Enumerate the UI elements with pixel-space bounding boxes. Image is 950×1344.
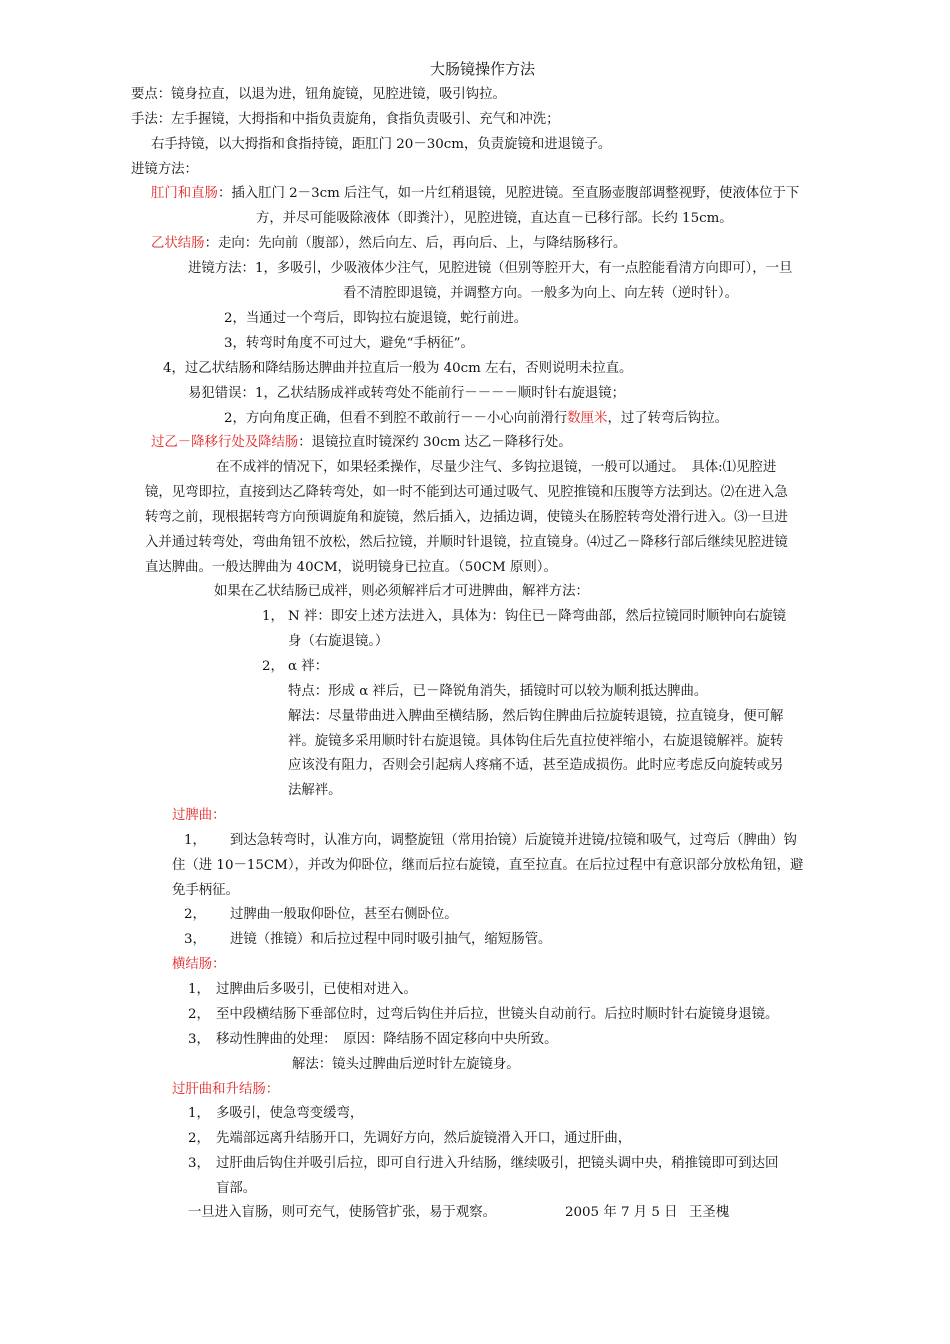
sigmoid-errors-2	[224, 410, 728, 428]
hepatic-item-3: 过肝曲后钩住并吸引后拉，即可自行进入升结肠，继续吸引，把镜头调中央，稍推镜即可到达回	[216, 1156, 779, 1171]
transverse-item-3-number: 3，	[188, 1032, 210, 1047]
splenic-item-1-number: 1，	[184, 833, 206, 848]
splenic-item-1: 到达急转弯时，认准方向，调整旋钮（常用抬镜）后旋镜并进镜/拉镜和吸气，过弯后（脾曲）钩	[230, 833, 797, 848]
sigmoid-label: 乙状结肠	[151, 236, 205, 251]
descending-para-4: 入并通过转弯处，弯曲角钮不放松，然后拉镜，并顺时针退镜，拉直镜身。⑷过乙－降移行部后继续见腔进镜	[145, 535, 788, 550]
alpha-loop-number: 2，	[262, 659, 284, 674]
errors-2-highlight: 数厘米	[567, 411, 608, 426]
n-loop-number: 1，	[262, 609, 284, 624]
n-loop-text: N 袢：即安上述方法进入，具体为：钩住已－降弯曲部，然后拉镜同时顺钟向右旋镜	[288, 609, 787, 624]
splenic-item-2: 过脾曲一般取仰卧位，甚至右侧卧位。	[230, 907, 458, 922]
footer-date: 2005 年 7 月 5 日	[565, 1205, 678, 1220]
technique-left-hand: 手法：左手握镜，大拇指和中指负责旋角，食指负责吸引、充气和冲洗；	[131, 112, 560, 127]
errors-2-text: 2，方向角度正确，但看不到腔不敢前行－－小心向前滑行	[224, 411, 568, 426]
hepatic-item-2-number: 2，	[188, 1131, 210, 1146]
splenic-heading: 过脾曲：	[172, 808, 226, 823]
hepatic-item-3-cont: 盲部。	[216, 1181, 257, 1196]
alpha-loop-solution-2: 袢。旋镜多采用顺时针右旋退镜。具体钩住后先直拉使袢缩小，右旋退镜解袢。旋转	[288, 734, 784, 749]
hepatic-item-2: 先端部远离升结肠开口，先调好方向，然后旋镜滑入开口，通过肝曲，	[216, 1131, 632, 1146]
transverse-item-1-number: 1，	[188, 982, 210, 997]
sigmoid-errors-1: 易犯错误：1，乙状结肠成袢或转弯处不能前行－－－－顺时针右旋退镜；	[188, 386, 626, 401]
alpha-loop-feature: 特点：形成 α 袢后，已－降锐角消失，插镜时可以较为顺利抵达脾曲。	[288, 684, 708, 699]
hepatic-heading: 过肝曲和升结肠：	[172, 1082, 280, 1097]
sigmoid-method-1: 进镜方法：1，多吸引，少吸液体少注气，见腔进镜（但别等腔开大，有一点腔能看清方向即可），一旦	[188, 261, 793, 276]
technique-right-hand: 右手持镜，以大拇指和食指持镜，距肛门 20－30cm，负责旋镜和进退镜子。	[151, 137, 612, 152]
descending-para-5: 直达脾曲。一般达脾曲为 40CM，说明镜身已拉直。（50CM 原则）。	[145, 560, 557, 575]
hepatic-item-1: 多吸引，使急弯变缓弯，	[216, 1106, 364, 1121]
descending-para-2: 镜，见弯即拉，直接到达乙降转弯处，如一时不能到达可通过吸气、见腔推镜和压腹等方法到达。⑵在进入急	[145, 485, 788, 500]
transverse-item-3-solution: 解法：镜头过脾曲后逆时针左旋镜身。	[292, 1057, 520, 1072]
splenic-item-1-cont2: 免手柄征。	[172, 883, 239, 898]
descending-section	[151, 434, 572, 452]
n-loop-text-cont: 身（右旋退镜。）	[288, 634, 389, 649]
hepatic-item-3-number: 3，	[188, 1156, 210, 1171]
footer-author: 王圣槐	[689, 1205, 730, 1220]
sigmoid-method-1-cont: 看不清腔即退镜，并调整方向。一般多为向上、向左转（逆时针）。	[343, 286, 739, 301]
transverse-heading: 横结肠：	[172, 957, 226, 972]
insertion-heading: 进镜方法：	[131, 162, 198, 177]
descending-text: ：退镜拉直时镜深约 30cm 达乙－降移行处。	[298, 435, 572, 450]
rectum-text-line2: 方，并尽可能吸除液体（即粪汁），见腔进镜，直达直－已移行部。长约 15cm。	[256, 211, 733, 226]
errors-2-text-end: ，过了转弯后钩拉。	[607, 411, 728, 426]
splenic-item-3: 进镜（推镜）和后拉过程中同时吸引抽气，缩短肠管。	[230, 932, 552, 947]
rectum-section	[151, 185, 799, 203]
sigmoid-section	[151, 235, 626, 253]
transverse-item-3: 移动性脾曲的处理： 原因：降结肠不固定移向中央所致。	[216, 1032, 558, 1047]
descending-para-1: 在不成袢的情况下，如果轻柔操作，尽量少注气、多钩拉退镜，一般可以通过。 具体:⑴见腔进	[216, 460, 777, 475]
descending-para-3: 转弯之前，现根据转弯方向预调旋角和旋镜，然后插入，边插边调，使镜头在肠腔转弯处滑行进入。⑶一旦进	[145, 510, 788, 525]
splenic-item-3-number: 3，	[184, 932, 206, 947]
transverse-item-2-number: 2，	[188, 1007, 210, 1022]
transverse-item-2: 至中段横结肠下垂部位时，过弯后钩住并后拉，世镜头自动前行。后拉时顺时针右旋镜身退镜。	[216, 1007, 779, 1022]
rectum-label: 肛门和直肠	[151, 186, 218, 201]
alpha-loop-solution-4: 法解袢。	[288, 783, 342, 798]
hepatic-item-1-number: 1，	[188, 1106, 210, 1121]
page-title: 大肠镜操作方法	[430, 60, 536, 78]
sigmoid-method-2: 2，当通过一个弯后，即钩拉右旋退镜，蛇行前进。	[224, 311, 528, 326]
sigmoid-course: ：走向：先向前（腹部），然后向左、后，再向后、上，与降结肠移行。	[204, 236, 627, 251]
loop-intro: 如果在乙状结肠已成袢，则必须解袢后才可进脾曲，解袢方法：	[214, 584, 589, 599]
alpha-loop-title: α 袢：	[288, 659, 329, 674]
rectum-text: ：插入肛门 2－3cm 后注气，如一片红稍退镜，见腔进镜。至直肠壶腹部调整视野，使液体位于下	[217, 186, 800, 201]
footer-text: 一旦进入盲肠，则可充气，使肠管扩张，易于观察。	[188, 1205, 496, 1220]
alpha-loop-solution-1: 解法：尽量带曲进入脾曲至横结肠，然后钩住脾曲后拉旋转退镜，拉直镜身，便可解	[288, 709, 784, 724]
splenic-item-2-number: 2，	[184, 907, 206, 922]
descending-label: 过乙－降移行处及降结肠	[151, 435, 299, 450]
sigmoid-method-3: 3，转弯时角度不可过大，避免“手柄征”。	[224, 336, 474, 351]
alpha-loop-solution-3: 应该没有阻力，否则会引起病人疼痛不适，甚至造成损伤。此时应考虑反向旋转或另	[288, 758, 784, 773]
sigmoid-method-4: 4，过乙状结肠和降结肠达脾曲并拉直后一般为 40cm 左右，否则说明未拉直。	[163, 361, 633, 376]
key-points: 要点：镜身拉直，以退为进，钮角旋镜，见腔进镜，吸引钩拉。	[131, 87, 506, 102]
transverse-item-1: 过脾曲后多吸引，已使相对进入。	[216, 982, 417, 997]
splenic-item-1-cont: 住（进 10－15CM），并改为仰卧位，继而后拉右旋镜，直至拉直。在后拉过程中有意识部分放松角钮，避	[172, 858, 804, 873]
